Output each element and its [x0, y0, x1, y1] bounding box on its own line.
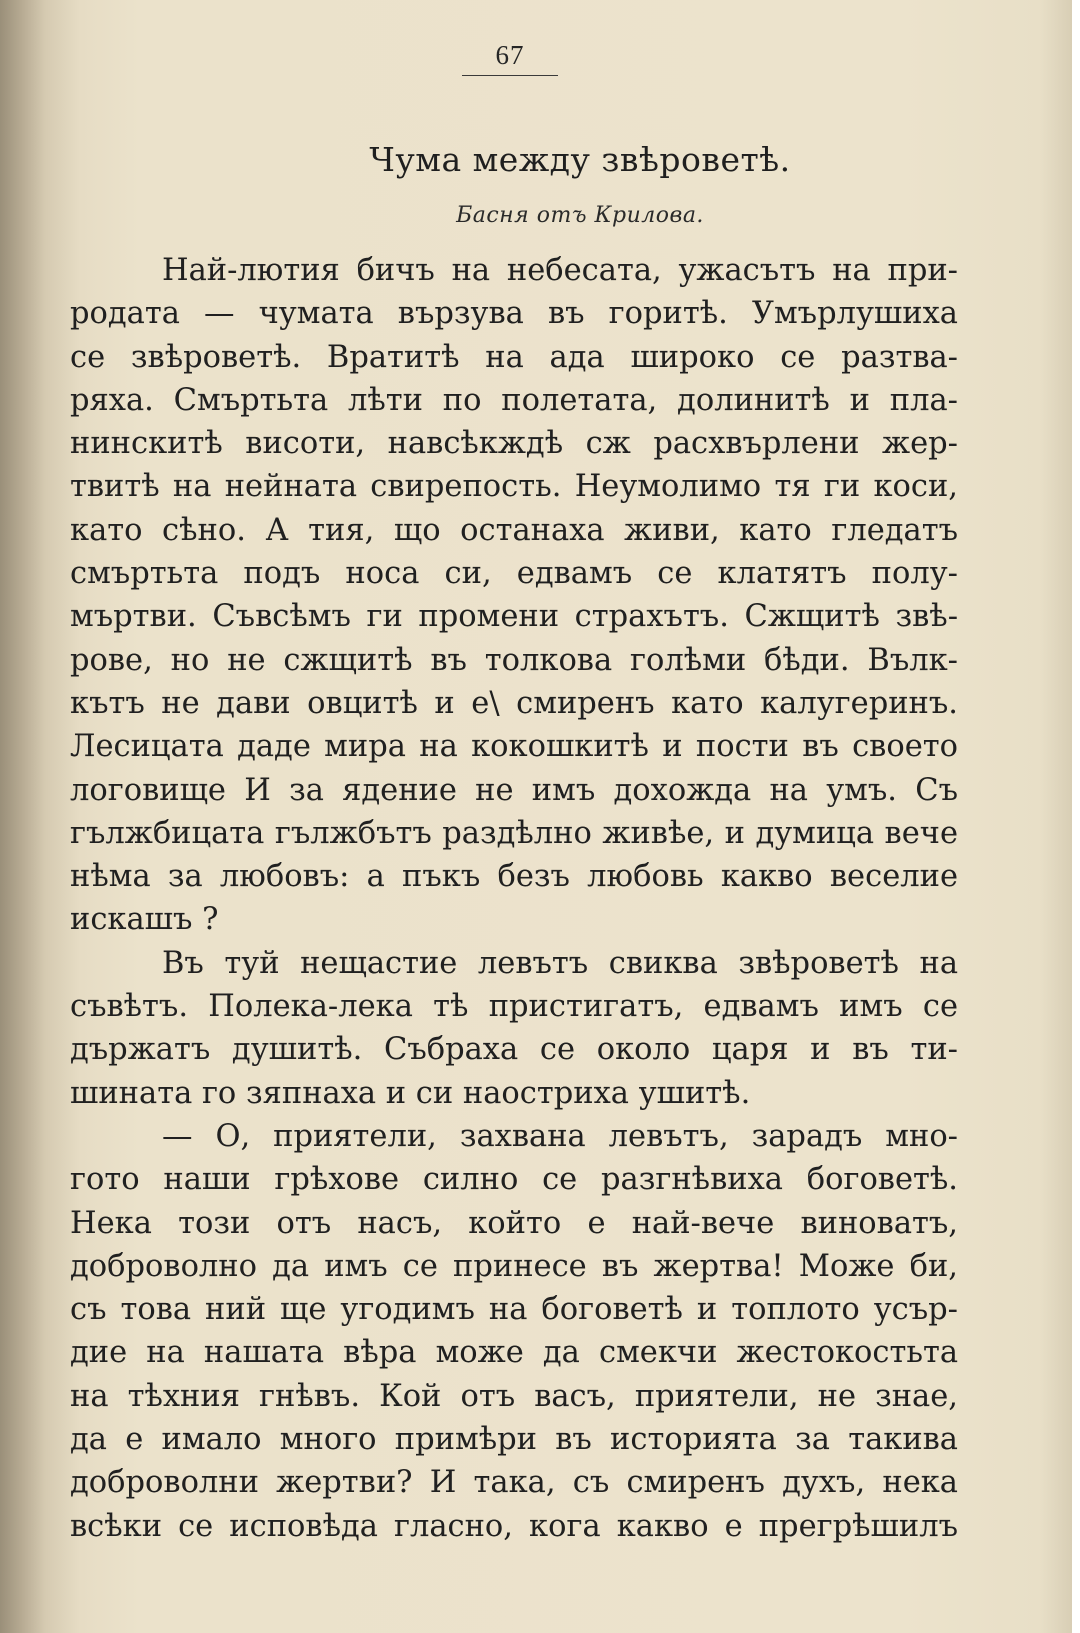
text-line: мъртви. Съвсѣмъ ги промени страхътъ. Сжщитѣ звѣ-: [70, 599, 958, 635]
text-line: дие на нашата вѣра може да смекчи жестокостьта: [70, 1335, 958, 1371]
text-line: се звѣроветѣ. Вратитѣ на ада широко се разтва-: [70, 339, 958, 375]
text-line: да е имало много примѣри въ историята за такива: [70, 1422, 958, 1458]
fable-title: Чума между звѣроветѣ.: [369, 140, 791, 179]
text-line: съвѣтъ. Полека-лека тѣ пристигатъ, едвамъ имъ се: [70, 989, 958, 1025]
text-line: кътъ не дави овцитѣ и е\ смиренъ като калугеринъ.: [70, 685, 958, 721]
text-line: доброволни жертви? И така, съ смиренъ духъ, нека: [70, 1465, 958, 1501]
text-line: Въ туй нещастие левътъ свиква звѣроветѣ на: [162, 945, 958, 981]
text-line: шината го зяпнаха и си наостриха ушитѣ.: [70, 1075, 751, 1111]
text-line: рове, но не сжщитѣ въ толкова голѣми бѣди. Вълк-: [70, 642, 958, 678]
text-line: Лесицата даде мира на кокошкитѣ и пости въ своето: [70, 729, 958, 765]
text-line: искашъ ?: [70, 902, 219, 938]
text-line: родата — чумата вързува въ горитѣ. Умърлушиха: [70, 296, 958, 332]
fable-subtitle: Басня отъ Крилова.: [456, 203, 704, 228]
text-line: всѣки се исповѣда гласно, кога какво е прегрѣшилъ: [70, 1508, 958, 1544]
text-line: като сѣно. А тия, що останаха живи, като гледатъ: [70, 512, 958, 548]
text-line: Нека този отъ насъ, който е най-вече виноватъ,: [70, 1205, 958, 1241]
text-line: гължбицата гължбътъ раздѣлно живѣе, и думица вече: [70, 815, 958, 851]
text-line: съ това ний ще угодимъ на боговетѣ и топлото усър-: [70, 1292, 958, 1328]
text-line: логовище И за ядение не имъ дохожда на умъ. Съ: [70, 772, 958, 808]
text-line: нинскитѣ висоти, навсѣкждѣ сж расхвърлени жер-: [70, 426, 958, 462]
text-line: смъртьта подъ носа си, едвамъ се клатятъ полу-: [70, 556, 958, 592]
text-line: на тѣхния гнѣвъ. Кой отъ васъ, приятели, не знае,: [70, 1378, 958, 1414]
page-number-rule: [462, 75, 558, 76]
text-line: Най-лютия бичъ на небесата, ужасътъ на при-: [162, 253, 958, 288]
text-line: гото наши грѣхове силно се разгнѣвиха боговетѣ.: [70, 1162, 958, 1198]
text-line: ряха. Смъртьта лѣти по полетата, долинитѣ и пла-: [70, 382, 958, 418]
text-line: твитѣ на нейната свирепость. Неумолимо тя ги коси,: [70, 469, 958, 505]
text-line: доброволно да имъ се принесе въ жертва! Може би,: [70, 1248, 958, 1284]
text-line: държатъ душитѣ. Събраха се около царя и въ ти-: [70, 1032, 958, 1068]
page-header: [460, 40, 560, 76]
text-line: нѣма за любовъ: а пъкъ безъ любовь какво веселие: [70, 859, 958, 895]
text-line: — О, приятели, захвана левътъ, зарадъ мно-: [162, 1118, 958, 1154]
page-number: 67: [495, 40, 525, 70]
fable-body: [70, 249, 958, 1548]
